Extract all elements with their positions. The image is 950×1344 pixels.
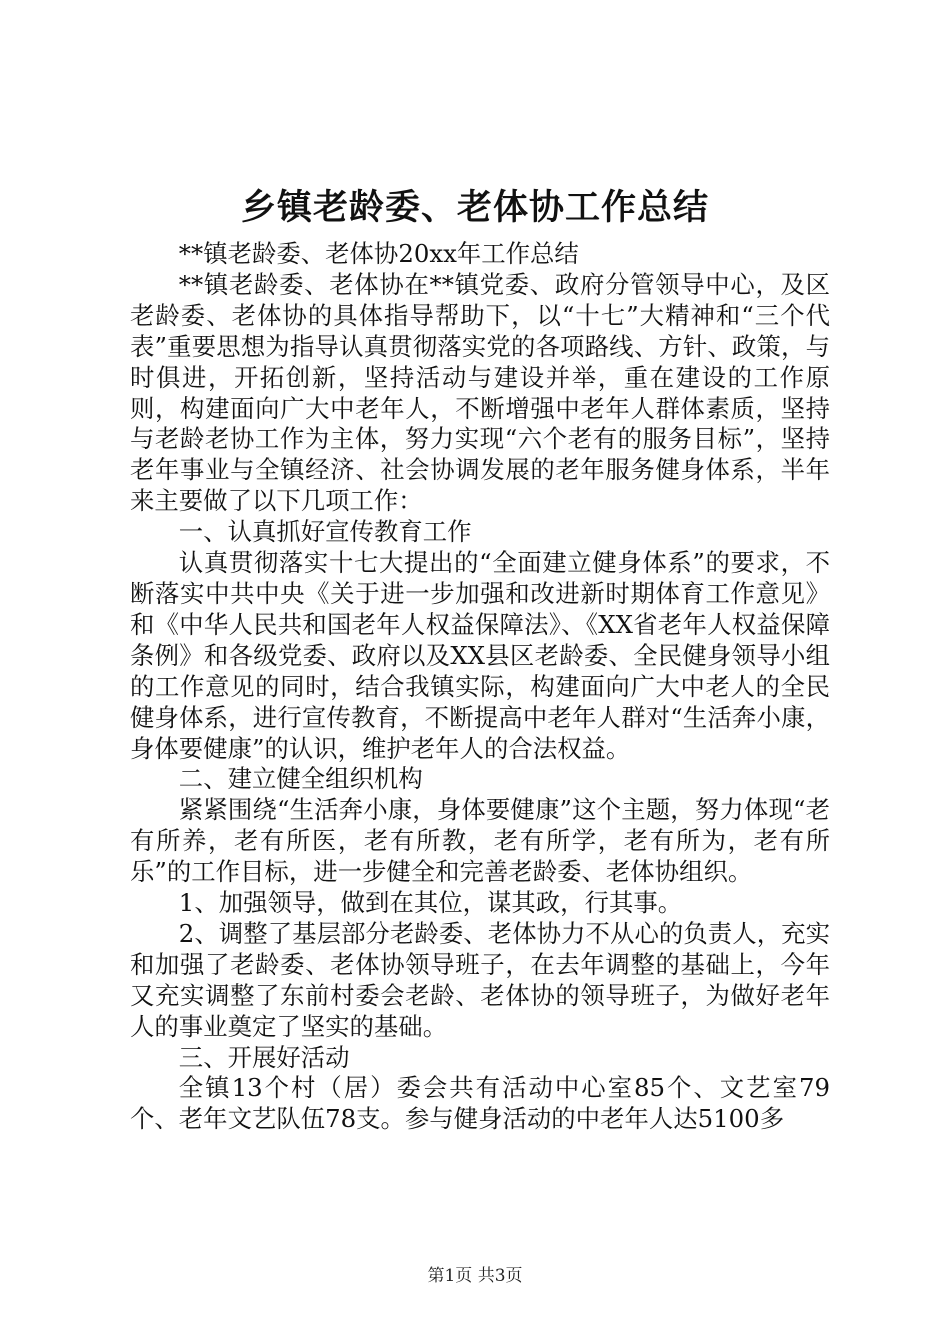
document-body — [130, 239, 830, 1135]
intro-paragraph: **镇老龄委、老体协在**镇党委、政府分管领导中心，及区老龄委、老体协的具体指导帮助下，以“十七”大精神和“三个代表”重要思想为指导认真贯彻落实党的各项路线、方针、政策，与时俱进，开拓创新，坚持活动与建设并举，重在建设的工作原则，构建面向广大中老年人，不断增强中老年人群体素质，坚持与老龄老协工作为主体，努力实现“六个老有的服务目标”，坚持老年事业与全镇经济、社会协调发展的老年服务健身体系，半年来主要做了以下几项工作： — [130, 269, 830, 516]
section-3-paragraph: 全镇13个村（居）委会共有活动中心室85个、文艺室79个、老年文艺队伍78支。参与健身活动的中老年人达5100多 — [130, 1073, 830, 1134]
section-1-heading: 一、认真抓好宣传教育工作 — [178, 517, 472, 547]
document-title: 乡镇老龄委、老体协工作总结 — [240, 188, 709, 228]
section-3-heading: 三、开展好活动 — [178, 1042, 350, 1072]
document-subtitle: **镇老龄委、老体协20xx年工作总结 — [178, 239, 579, 268]
page-footer: 第1页 共3页 — [427, 1266, 523, 1286]
section-1-paragraph: 认真贯彻落实十七大提出的“全面建立健身体系”的要求，不断落实中共中央《关于进一步加强和改进新时期体育工作意见》和《中华人民共和国老年人权益保障法》、《XX省老年人权益保障条例》和各级党委、政府以及XX县区老龄委、全民健身领导小组的工作意见的同时，结合我镇实际，构建面向广大中老人的全民健身体系，进行宣传教育，不断提高中老年人群对“生活奔小康，身体要健康”的认识，维护老年人的合法权益。 — [130, 548, 830, 763]
section-2-item-1: 1、加强领导，做到在其位，谋其政，行其事。 — [178, 888, 683, 918]
section-2-heading: 二、建立健全组织机构 — [178, 764, 423, 794]
section-2-item-2: 2、调整了基层部分老龄委、老体协力不从心的负责人，充实和加强了老龄委、老体协领导班子，在去年调整的基础上，今年又充实调整了东前村委会老龄、老体协的领导班子，为做好老年人的事业奠定了坚实的基础。 — [130, 918, 830, 1041]
section-2-paragraph: 紧紧围绕“生活奔小康，身体要健康”这个主题，努力体现“老有所养，老有所医，老有所教，老有所学，老有所为，老有所乐”的工作目标，进一步健全和完善老龄委、老体协组织。 — [130, 795, 830, 887]
